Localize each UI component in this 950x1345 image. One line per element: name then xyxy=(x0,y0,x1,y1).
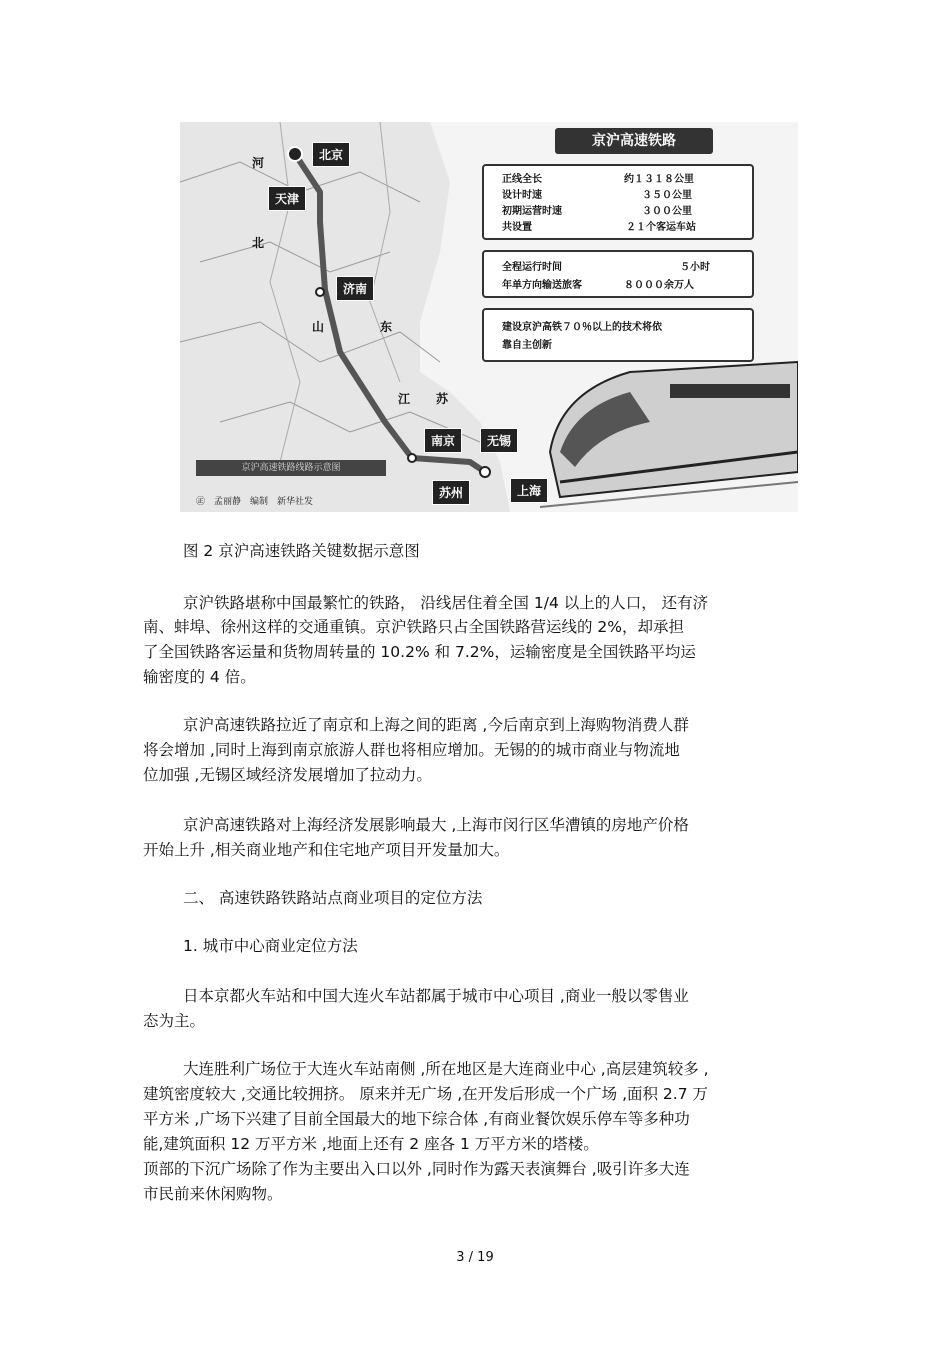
paragraph-line: 平方米 ,广场下兴建了目前全国最大的地下综合体 ,有商业餐饮娱乐停车等多种功 xyxy=(143,1110,690,1128)
stat-value: 约１３１８公里 xyxy=(624,174,694,185)
city-suzhou: 苏州 xyxy=(432,480,470,505)
note-line: 靠自主创新 xyxy=(502,340,552,351)
stat-label: 全程运行时间 xyxy=(502,262,562,273)
province-shan: 山 xyxy=(312,320,325,334)
note-line: 建设京沪高铁７０％以上的技术将依 xyxy=(502,322,662,333)
stat-value: ３００公里 xyxy=(642,206,692,217)
city-jinan: 济南 xyxy=(336,276,374,301)
stat-value: ２１个客运车站 xyxy=(626,222,696,233)
stat-label: 正线全长 xyxy=(502,174,542,185)
city-shanghai: 上海 xyxy=(510,478,548,503)
paragraph-line: 京沪铁路堪称中国最繁忙的铁路， 沿线居住着全国 1/4 以上的人口， 还有济 xyxy=(183,594,709,612)
paragraph-line: 了全国铁路客运量和货物周转量的 10.2% 和 7.2%，运输密度是全国铁路平均运 xyxy=(143,643,696,661)
paragraph-line: 市民前来休闲购物。 xyxy=(143,1185,283,1203)
province-jiang: 江 xyxy=(398,392,411,406)
province-he: 河 xyxy=(252,156,265,170)
paragraph-line: 将会增加 ,同时上海到南京旅游人群也将相应增加。无锡的的城市商业与物流地 xyxy=(143,741,680,759)
paragraph-line: 位加强 ,无锡区域经济发展增加了拉动力。 xyxy=(143,766,432,784)
paragraph-line: 态为主。 xyxy=(143,1012,206,1030)
page-number: 3 / 19 xyxy=(456,1250,494,1265)
city-nanjing: 南京 xyxy=(424,428,462,453)
paragraph-line: 日本京都火车站和中国大连火车站都属于城市中心项目 ,商业一般以零售业 xyxy=(183,987,689,1005)
stat-value: ８０００余万人 xyxy=(624,280,694,291)
paragraph-line: 顶部的下沉广场除了作为主要出入口以外 ,同时作为露天表演舞台 ,吸引许多大连 xyxy=(143,1160,690,1178)
paragraph-line: 输密度的 4 倍。 xyxy=(143,668,256,686)
stats-box-2 xyxy=(482,250,754,298)
city-wuxi: 无锡 xyxy=(480,428,518,453)
paragraph-line: 京沪高速铁路拉近了南京和上海之间的距离 ,今后南京到上海购物消费人群 xyxy=(183,716,689,734)
paragraph-line: 建筑密度较大 ,交通比较拥挤。 原来并无广场 ,在开发后形成一个广场 ,面积 2.7 万 xyxy=(143,1085,708,1103)
stat-label: 初期运营时速 xyxy=(502,206,562,217)
stats-box-3 xyxy=(482,308,754,362)
paragraph-line: 开始上升 ,相关商业地产和住宅地产项目开发量加大。 xyxy=(143,841,510,859)
province-bei: 北 xyxy=(252,236,265,250)
paragraph-line: 大连胜利广场位于大连火车站南侧 ,所在地区是大连商业中心 ,高层建筑较多 , xyxy=(183,1060,709,1078)
paragraph-line: 能,建筑面积 12 万平方米 ,地面上还有 2 座各 1 万平方米的塔楼。 xyxy=(143,1135,599,1153)
stat-label: 设计时速 xyxy=(502,190,542,201)
paragraph-line: 京沪高速铁路对上海经济发展影响最大 ,上海市闵行区华漕镇的房地产价格 xyxy=(183,816,689,834)
figure-title: 京沪高速铁路 xyxy=(555,128,713,154)
subsection-heading: 1. 城市中心商业定位方法 xyxy=(183,937,358,955)
figure-caption: 图 2 京沪高速铁路关键数据示意图 xyxy=(183,542,420,560)
stats-box-1 xyxy=(482,164,754,240)
section-heading: 二、 高速铁路铁路站点商业项目的定位方法 xyxy=(183,889,483,907)
province-su: 苏 xyxy=(436,392,449,406)
stat-label: 年单方向输送旅客 xyxy=(502,280,582,291)
stat-label: 共设置 xyxy=(502,222,532,233)
paragraph-line: 南、蚌埠、徐州这样的交通重镇。京沪铁路只占全国铁路营运线的 2%，却承担 xyxy=(143,618,685,636)
stat-value: ５小时 xyxy=(680,262,710,273)
railway-map-figure xyxy=(180,122,798,512)
city-beijing: 北京 xyxy=(312,142,350,167)
city-tianjin: 天津 xyxy=(268,186,306,211)
map-credit: ㊣ 孟丽静 编制 新华社发 xyxy=(196,497,314,507)
map-caption: 京沪高速铁路线路示意图 xyxy=(196,460,386,476)
province-dong: 东 xyxy=(380,320,393,334)
stat-value: ３５０公里 xyxy=(642,190,692,201)
